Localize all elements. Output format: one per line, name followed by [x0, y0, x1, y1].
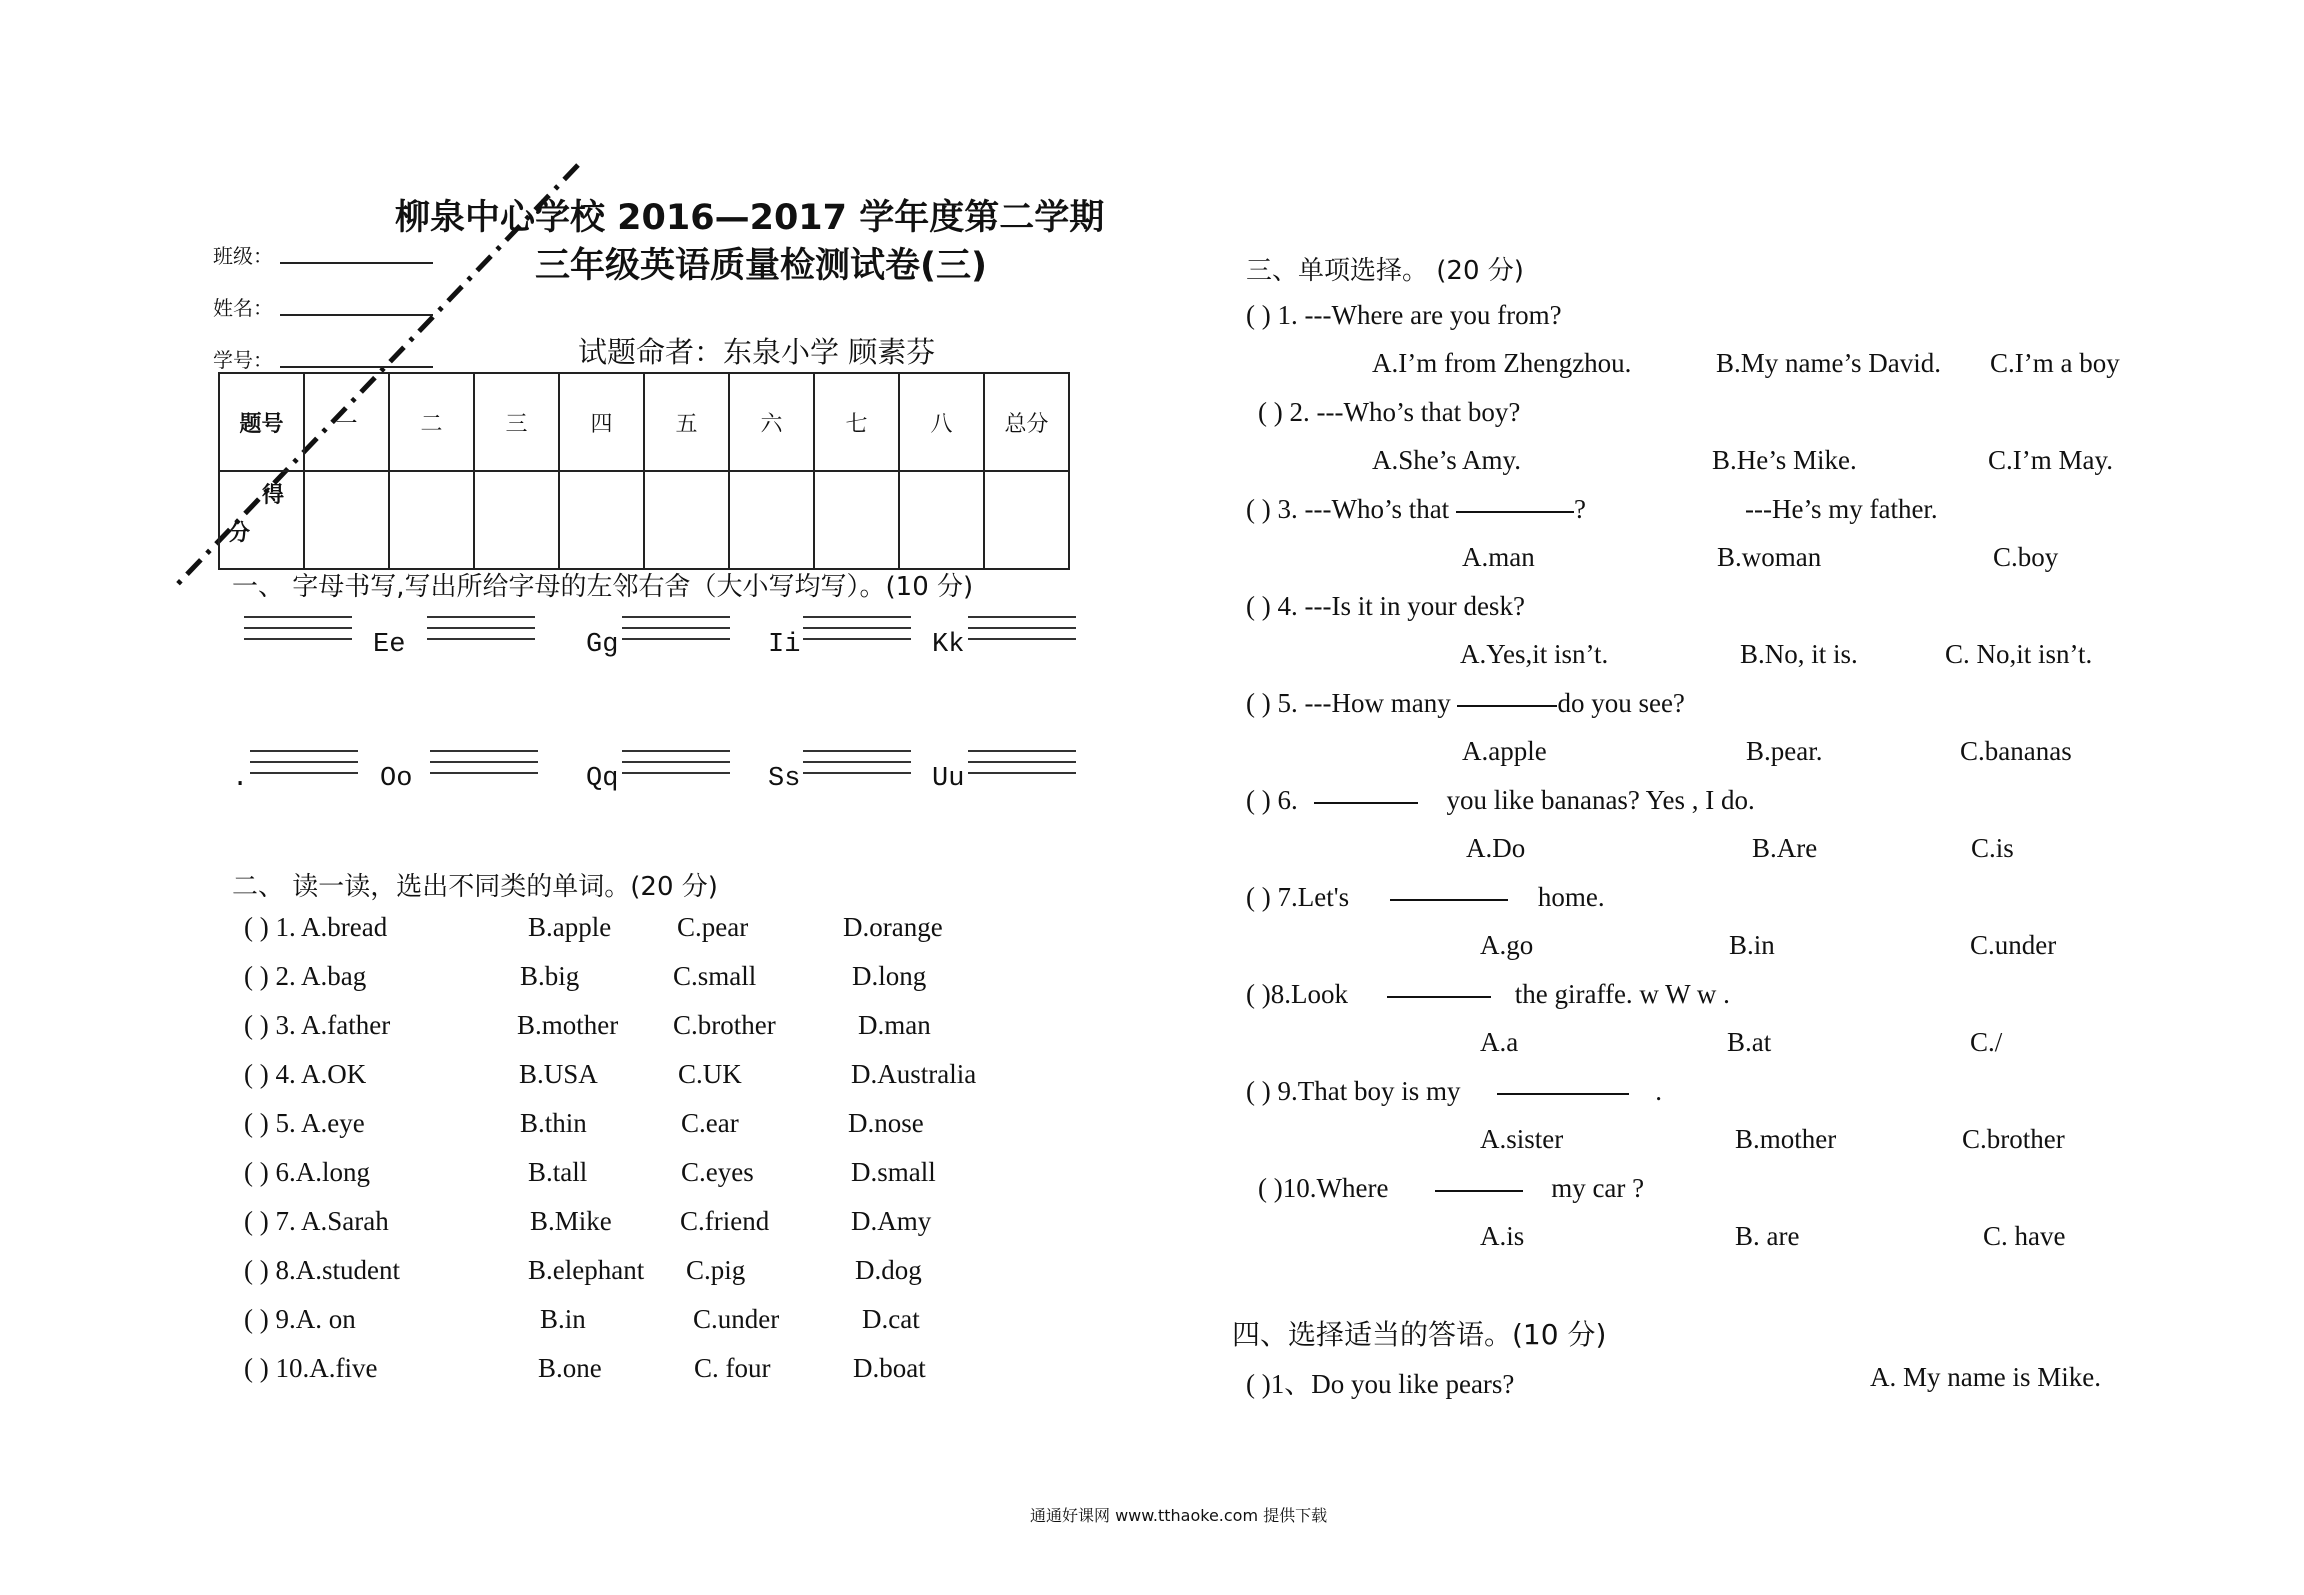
- option-a: A.go: [1480, 930, 1534, 960]
- name-field[interactable]: [280, 314, 433, 316]
- option-a: A.I’m from Zhengzhou.: [1372, 348, 1632, 378]
- question-stem: ( ) 1. ---Where are you from?: [1246, 300, 1562, 330]
- option-c: C. No,it isn’t.: [1945, 639, 2093, 669]
- score-cell[interactable]: [729, 471, 814, 569]
- given-letter: Ii: [768, 630, 801, 660]
- student-id-label: 学号：: [213, 348, 273, 372]
- option-b: B.at: [1727, 1027, 1772, 1057]
- question-stem: [1246, 785, 1755, 816]
- option-c: C./: [1970, 1027, 2003, 1057]
- option-b: B.woman: [1717, 542, 1822, 572]
- header-cell: 八: [899, 373, 984, 471]
- score-cell[interactable]: [644, 471, 729, 569]
- writing-lines[interactable]: [622, 750, 730, 783]
- item-d: D.dog: [855, 1255, 922, 1285]
- section2-title: 二、 读一读，选出不同类的单词。(20 分): [232, 872, 718, 902]
- header-cell: 一: [304, 373, 389, 471]
- question-stem: [1246, 494, 1586, 525]
- section3-title: 三、单项选择。 (20 分): [1246, 256, 1524, 286]
- header-cell: 三: [474, 373, 559, 471]
- question-stem: ( ) 2. ---Who’s that boy?: [1258, 397, 1521, 427]
- item-c: C.brother: [673, 1010, 776, 1040]
- option-b: B.in: [1729, 930, 1775, 960]
- given-letter: Gg: [586, 630, 619, 660]
- option-b: B.No, it is.: [1740, 639, 1858, 669]
- given-letter: Oo: [380, 764, 413, 794]
- given-letter: Uu: [932, 764, 965, 794]
- item-c: C.under: [693, 1304, 780, 1334]
- header-cell: 总分: [984, 373, 1069, 471]
- item-d: D.Amy: [851, 1206, 932, 1236]
- item-b: B.big: [520, 961, 580, 991]
- header-cell: 七: [814, 373, 899, 471]
- item-a: ( ) 9.A. on: [244, 1304, 356, 1334]
- item-b: B.one: [538, 1353, 602, 1383]
- question-text: you like bananas? Yes , I do.: [1446, 785, 1755, 815]
- writing-lines[interactable]: [803, 616, 911, 649]
- given-letter: Ee: [373, 630, 406, 660]
- question-text: ( ) 5. ---How many: [1246, 688, 1451, 718]
- given-letter: Kk: [932, 630, 965, 660]
- score-cell[interactable]: [899, 471, 984, 569]
- option-c: C.under: [1970, 930, 2057, 960]
- item-a: ( ) 3. A.father: [244, 1010, 391, 1040]
- writing-lines[interactable]: [430, 750, 538, 783]
- option-c: C. have: [1983, 1221, 2066, 1251]
- question-text: ( ) 7.Let's: [1246, 882, 1350, 912]
- item-a: ( ) 7. A.Sarah: [244, 1206, 389, 1236]
- section4-question1: ( )1、Do you like pears?: [1246, 1369, 1515, 1399]
- option-a: A.is: [1480, 1221, 1525, 1251]
- option-c: C.I’m a boy: [1990, 348, 2120, 378]
- option-b: B.My name’s David.: [1716, 348, 1941, 378]
- option-b: B.He’s Mike.: [1712, 445, 1857, 475]
- header-cell: 题号: [219, 373, 304, 471]
- option-a: A.apple: [1462, 736, 1547, 766]
- option-a: A.Do: [1466, 833, 1526, 863]
- answer-blank[interactable]: [1435, 1190, 1523, 1192]
- option-b: B.mother: [1735, 1124, 1837, 1154]
- item-d: D.Australia: [851, 1059, 977, 1089]
- header-cell: 五: [644, 373, 729, 471]
- question-stem: [1246, 979, 1730, 1010]
- score-cell[interactable]: [474, 471, 559, 569]
- class-field[interactable]: [280, 262, 433, 264]
- score-table-score-row: [219, 471, 1069, 569]
- score-table: [218, 372, 1070, 570]
- score-cell[interactable]: [304, 471, 389, 569]
- option-c: C.brother: [1962, 1124, 2065, 1154]
- answer-blank[interactable]: [1497, 1093, 1629, 1095]
- item-b: B.in: [540, 1304, 586, 1334]
- section4-title: 四、选择适当的答语。(10 分): [1232, 1318, 1607, 1351]
- section4-answer-a: A. My name is Mike.: [1870, 1362, 2101, 1392]
- item-c: C.pig: [686, 1255, 746, 1285]
- question-text: do you see?: [1557, 688, 1685, 718]
- item-d: D.long: [852, 961, 927, 991]
- question-text: home.: [1537, 882, 1605, 912]
- option-c: C.bananas: [1960, 736, 2072, 766]
- writing-lines[interactable]: [968, 750, 1076, 783]
- item-d: D.boat: [853, 1353, 926, 1383]
- item-a: ( ) 5. A.eye: [244, 1108, 365, 1138]
- item-d: D.nose: [848, 1108, 924, 1138]
- answer-blank[interactable]: [1387, 996, 1491, 998]
- question-text: my car ?: [1551, 1173, 1645, 1203]
- item-c: C. four: [694, 1353, 771, 1383]
- question-text: ( )8.Look: [1246, 979, 1348, 1009]
- question-text: ( ) 3. ---Who’s that: [1246, 494, 1450, 524]
- score-row-label-char2: 分: [228, 521, 251, 546]
- footer-credit: 通通好课网 www.tthaoke.com 提供下载: [1030, 1506, 1328, 1525]
- score-table-header-row: [219, 373, 1069, 471]
- question-text: the giraffe. w W w .: [1514, 979, 1730, 1009]
- exam-title-line2: 三年级英语质量检测试卷(三): [535, 246, 987, 286]
- question-text: ( ) 6.: [1246, 785, 1298, 815]
- item-b: B.tall: [528, 1157, 588, 1187]
- question-text: .: [1655, 1076, 1662, 1106]
- answer-blank[interactable]: [1314, 802, 1418, 804]
- answer-blank[interactable]: [1456, 511, 1574, 513]
- item-c: C.ear: [681, 1108, 739, 1138]
- option-b: B.Are: [1752, 833, 1818, 863]
- given-letter: Ss: [768, 764, 801, 794]
- item-b: B.elephant: [528, 1255, 645, 1285]
- student-id-field[interactable]: [280, 366, 433, 368]
- item-c: C.friend: [680, 1206, 770, 1236]
- writing-lines[interactable]: [250, 750, 358, 783]
- writing-lines[interactable]: [803, 750, 911, 783]
- question-text: ( )10.Where: [1258, 1173, 1389, 1203]
- exam-title-line1: 柳泉中心学校 2016—2017 学年度第二学期: [395, 198, 1105, 238]
- item-b: B.Mike: [530, 1206, 612, 1236]
- class-label: 班级：: [213, 244, 273, 268]
- option-a: A.Yes,it isn’t.: [1460, 639, 1609, 669]
- item-a: ( ) 2. A.bag: [244, 961, 367, 991]
- item-a: ( ) 4. A.OK: [244, 1059, 367, 1089]
- option-a: A.She’s Amy.: [1372, 445, 1522, 475]
- option-a: A.a: [1480, 1027, 1519, 1057]
- score-row-label-char1: 得: [262, 483, 285, 508]
- item-c: C.pear: [677, 912, 749, 942]
- score-cell[interactable]: [984, 471, 1069, 569]
- item-b: B.USA: [519, 1059, 598, 1089]
- item-c: C.UK: [678, 1059, 742, 1089]
- row-mark: .: [232, 764, 249, 794]
- question-tail: ---He’s my father.: [1745, 494, 1938, 524]
- question-stem: [1246, 1076, 1662, 1107]
- item-c: C.eyes: [681, 1157, 754, 1187]
- option-c: C.I’m May.: [1988, 445, 2113, 475]
- item-c: C.small: [673, 961, 757, 991]
- writing-lines[interactable]: [244, 616, 352, 649]
- item-a: ( ) 6.A.long: [244, 1157, 370, 1187]
- question-stem: [1258, 1173, 1644, 1204]
- question-stem: [1246, 882, 1605, 913]
- option-c: C.is: [1971, 833, 2014, 863]
- writing-lines[interactable]: [622, 616, 730, 649]
- writing-lines[interactable]: [427, 616, 535, 649]
- answer-blank[interactable]: [1457, 705, 1557, 707]
- item-b: B.thin: [520, 1108, 587, 1138]
- given-letter: Qq: [586, 764, 619, 794]
- section1-title: 一、 字母书写,写出所给字母的左邻右舍（大小写均写）。(10 分): [232, 572, 974, 602]
- header-cell: 四: [559, 373, 644, 471]
- item-a: ( ) 1. A.bread: [244, 912, 388, 942]
- item-d: D.small: [851, 1157, 936, 1187]
- score-row-label: [219, 471, 304, 569]
- question-text: ( ) 9.That boy is my: [1246, 1076, 1461, 1106]
- score-cell[interactable]: [559, 471, 644, 569]
- score-cell[interactable]: [389, 471, 474, 569]
- item-d: D.man: [858, 1010, 931, 1040]
- exam-author: 试题命者：东泉小学 顾素芬: [578, 335, 936, 369]
- answer-blank[interactable]: [1390, 899, 1508, 901]
- option-b: B. are: [1735, 1221, 1800, 1251]
- item-d: D.cat: [862, 1304, 920, 1334]
- item-a: ( ) 10.A.five: [244, 1353, 378, 1383]
- option-c: C.boy: [1993, 542, 2059, 572]
- score-cell[interactable]: [814, 471, 899, 569]
- name-label: 姓名：: [213, 296, 273, 320]
- question-stem: [1246, 688, 1685, 719]
- item-a: ( ) 8.A.student: [244, 1255, 400, 1285]
- writing-lines[interactable]: [968, 616, 1076, 649]
- option-b: B.pear.: [1746, 736, 1823, 766]
- question-text: ?: [1573, 494, 1586, 524]
- option-a: A.sister: [1480, 1124, 1564, 1154]
- item-b: B.apple: [528, 912, 612, 942]
- item-b: B.mother: [517, 1010, 619, 1040]
- item-d: D.orange: [843, 912, 943, 942]
- header-cell: 六: [729, 373, 814, 471]
- header-cell: 二: [389, 373, 474, 471]
- question-stem: ( ) 4. ---Is it in your desk?: [1246, 591, 1525, 621]
- option-a: A.man: [1462, 542, 1535, 572]
